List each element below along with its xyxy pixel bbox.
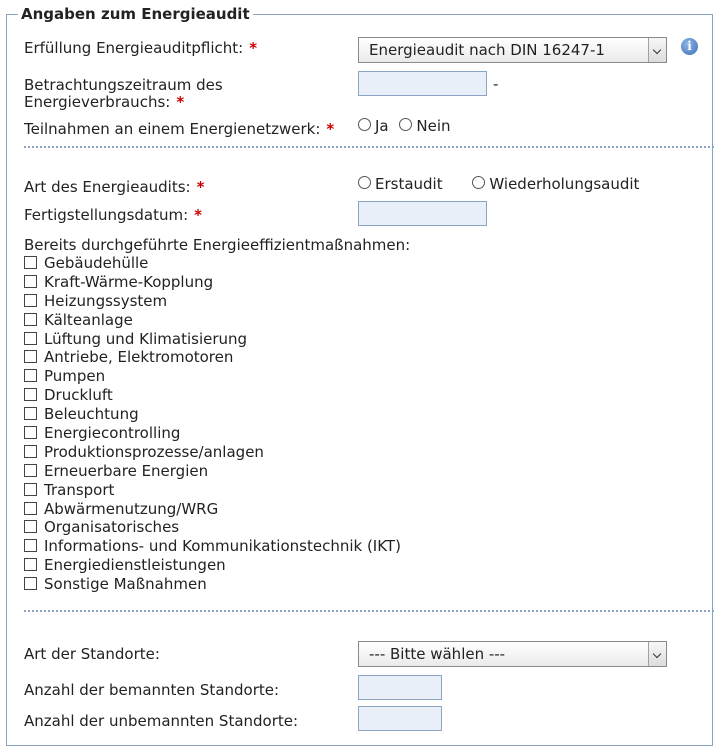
massnahme-item[interactable]: [24, 311, 401, 330]
zeitraum-input[interactable]: [358, 71, 487, 96]
massnahme-label[interactable]: Beleuchtung: [44, 405, 139, 424]
zeitraum-label-line1: Betrachtungszeitraum des: [24, 76, 223, 94]
massnahme-item[interactable]: [24, 405, 401, 424]
massnahme-checkbox[interactable]: [24, 539, 37, 552]
massnahme-label[interactable]: Kälteanlage: [44, 310, 133, 329]
massnahme-checkbox[interactable]: [24, 577, 37, 590]
massnahme-checkbox[interactable]: [24, 426, 37, 439]
massnahme-label[interactable]: Gebäudehülle: [44, 254, 149, 272]
netzwerk-yes-label[interactable]: Ja: [375, 117, 389, 135]
bemannt-input[interactable]: [358, 675, 442, 700]
massnahme-label[interactable]: Kraft-Wärme-Kopplung: [44, 272, 214, 291]
massnahme-label[interactable]: Pumpen: [44, 367, 106, 386]
massnahme-item[interactable]: [24, 367, 401, 386]
art-wiederholung-label[interactable]: Wiederholungsaudit: [489, 175, 640, 193]
massnahme-item[interactable]: [24, 254, 401, 273]
massnahme-checkbox[interactable]: [24, 558, 37, 571]
massnahme-label[interactable]: Sonstige Maßnahmen: [44, 575, 207, 594]
massnahme-label[interactable]: Informations- und Kommunikationstechnik (IKT): [44, 537, 401, 556]
art-label: Art des Energieaudits: *: [24, 178, 205, 196]
bemannt-label: Anzahl der bemannten Standorte:: [24, 681, 280, 699]
zeitraum-separator: -: [493, 75, 499, 93]
massnahme-item[interactable]: [24, 518, 401, 537]
chevron-down-icon[interactable]: [648, 38, 666, 62]
netzwerk-radio-group: [358, 117, 451, 135]
massnahme-checkbox[interactable]: [24, 350, 37, 363]
massnahme-item[interactable]: [24, 537, 401, 556]
massnahme-item[interactable]: [24, 462, 401, 481]
massnahme-checkbox[interactable]: [24, 332, 37, 345]
massnahme-checkbox[interactable]: [24, 464, 37, 477]
massnahme-item[interactable]: [24, 348, 401, 367]
massnahme-checkbox[interactable]: [24, 369, 37, 382]
massnahme-label[interactable]: Transport: [44, 480, 115, 499]
chevron-down-icon[interactable]: [648, 642, 666, 666]
massnahme-checkbox[interactable]: [24, 388, 37, 401]
massnahme-item[interactable]: [24, 424, 401, 443]
massnahme-checkbox[interactable]: [24, 520, 37, 533]
massnahme-checkbox[interactable]: [24, 313, 37, 326]
massnahme-label[interactable]: Produktionsprozesse/anlagen: [44, 442, 264, 461]
massnahme-item[interactable]: [24, 500, 401, 519]
massnahme-label[interactable]: Abwärmenutzung/WRG: [44, 499, 219, 518]
massnahme-item[interactable]: [24, 330, 401, 349]
standorte-select-value: --- Bitte wählen ---: [369, 645, 506, 663]
pflicht-select[interactable]: [358, 37, 667, 63]
unbemannt-input[interactable]: [358, 706, 442, 731]
massnahme-item[interactable]: [24, 556, 401, 575]
unbemannt-label: Anzahl der unbemannten Standorte:: [24, 712, 299, 730]
pflicht-select-value: Energieaudit nach DIN 16247-1: [369, 41, 605, 59]
pflicht-label: Erfüllung Energieauditpflicht: *: [24, 39, 258, 57]
massnahme-item[interactable]: [24, 481, 401, 500]
massnahme-checkbox[interactable]: [24, 502, 37, 515]
art-wiederholung-radio[interactable]: [472, 176, 485, 189]
netzwerk-no-radio[interactable]: [399, 118, 412, 131]
netzwerk-yes-radio[interactable]: [358, 118, 371, 131]
massnahme-checkbox[interactable]: [24, 483, 37, 496]
massnahme-item[interactable]: [24, 575, 401, 594]
art-erst-radio[interactable]: [358, 176, 371, 189]
massnahme-item[interactable]: [24, 443, 401, 462]
fertig-label: Fertigstellungsdatum: *: [24, 206, 203, 224]
massnahme-item[interactable]: [24, 386, 401, 405]
zeitraum-label-line2: Energieverbrauchs: *: [24, 93, 185, 111]
massnahme-checkbox[interactable]: [24, 275, 37, 288]
massnahme-label[interactable]: Energiedienstleistungen: [44, 556, 226, 575]
massnahme-checkbox[interactable]: [24, 256, 37, 269]
standorte-select[interactable]: [358, 641, 667, 667]
fertig-input[interactable]: [358, 201, 487, 226]
massnahme-item[interactable]: [24, 292, 401, 311]
art-erst-label[interactable]: Erstaudit: [375, 175, 443, 193]
section-divider: [24, 146, 714, 148]
netzwerk-no-label[interactable]: Nein: [416, 117, 451, 135]
massnahme-label[interactable]: Druckluft: [44, 386, 113, 405]
massnahme-checkbox[interactable]: [24, 294, 37, 307]
massnahme-checkbox[interactable]: [24, 445, 37, 458]
massnahme-checkbox[interactable]: [24, 407, 37, 420]
massnahme-label[interactable]: Antriebe, Elektromotoren: [44, 348, 234, 367]
massnahmen-label: Bereits durchgeführte Energieeffizientmaßnahmen:: [24, 236, 411, 254]
section-legend: Angaben zum Energieaudit: [18, 5, 253, 23]
massnahme-label[interactable]: Heizungssystem: [44, 291, 168, 310]
massnahme-label[interactable]: Lüftung und Klimatisierung: [44, 329, 248, 348]
standorte-label: Art der Standorte:: [24, 645, 160, 663]
massnahme-item[interactable]: [24, 273, 401, 292]
massnahmen-list: [24, 254, 401, 594]
section-divider-2: [24, 610, 714, 612]
massnahme-label[interactable]: Erneuerbare Energien: [44, 461, 209, 480]
info-icon[interactable]: i: [681, 38, 698, 55]
netzwerk-label: Teilnahmen an einem Energienetzwerk: *: [24, 120, 335, 138]
massnahme-label[interactable]: Organisatorisches: [44, 518, 180, 537]
massnahme-label[interactable]: Energiecontrolling: [44, 424, 181, 443]
art-radio-group: [358, 175, 639, 193]
